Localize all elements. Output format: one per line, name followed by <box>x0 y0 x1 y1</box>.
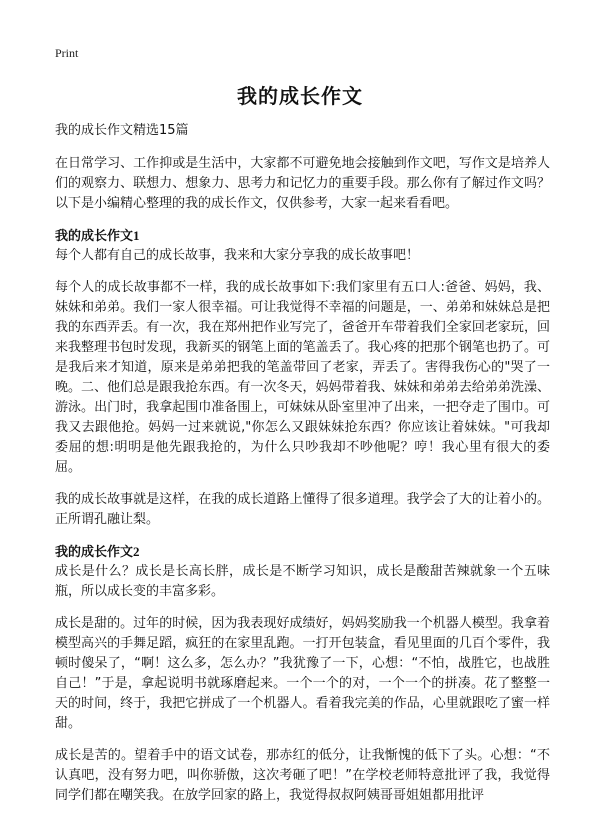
article-body <box>55 121 550 818</box>
section-1 <box>55 226 550 530</box>
paragraph: 成长是苦的。望着手中的语文试卷，那赤红的低分，让我惭愧的低下了头。心想：“不认真吧，没有努力吧，叫你骄傲，这次考砸了吧！”在学校老师特意批评了我，我觉得同学们都在嘲笑我。在放学回家的路上，我觉得叔叔阿姨哥哥姐姐都用批评 <box>55 748 550 803</box>
paragraph: 成长是甜的。过年的时候，因为我表现好成绩好，妈妈奖励我一个机器人模型。我拿着模型高兴的手舞足蹈，疯狂的在家里乱跑。一打开包装盒，看见里面的几百个零件，我顿时傻呆了，“啊！这么多，怎么办？”我犹豫了一下，心想：“不怕，战胜它，也战胜自己！”于是，拿起说明书就琢磨起来。一个一个的对，一个一个的拼凑。花了整整一天的时间，终于，我把它拼成了一个机器人。看着我完美的作品，心里就跟吃了蜜一样甜。 <box>55 616 550 731</box>
paragraph: 每个人的成长故事都不一样，我的成长故事如下:我们家里有五口人:爸爸、妈妈，我、妹妹和弟弟。我们一家人很幸福。可让我觉得不幸福的问题是，一、弟弟和妹妹总是把我的东西弄丢。有一次，我在郑州把作业写完了，爸爸开车带着我们全家回老家玩，回来我整理书包时发现，我新买的钢笔上面的笔盖丢了。我心疼的把那个钢笔也扔了。可是我后来才知道，原来是弟弟把我的笔盖带回了老家，弄丢了。害得我伤心的"哭了一晚。二、他们总是跟我抢东西。有一次冬天，妈妈带着我、妹妹和弟弟去给弟弟洗澡、游泳。出门时，我拿起围巾准备围上，可妹妹从卧室里冲了出来，一把夺走了围巾。可我又去跟他抢。妈妈一过来就说,"你怎么又跟妹妹抢东西？你应该让着妹妹。"可我却委屈的想:明明是他先跟我抢的，为什么只吵我却不吵他呢？哼！我心里有很大的委屈。 <box>55 280 550 475</box>
print-link[interactable]: Print <box>55 46 79 60</box>
section-2 <box>55 542 550 806</box>
intro-paragraph: 在日常学习、工作抑或是生活中，大家都不可避免地会接触到作文吧，写作文是培养人们的观察力、联想力、想象力、思考力和记忆力的重要手段。那么你有了解过作文吗？以下是小编精心整理的我的成长作文，仅供参考，大家一起来看看吧。 <box>55 156 550 211</box>
section-heading: 我的成长作文1 <box>55 228 140 243</box>
paragraph: 每个人都有自己的成长故事，我来和大家分享我的成长故事吧！ <box>55 248 420 263</box>
section-heading: 我的成长作文2 <box>55 544 140 559</box>
paragraph: 我的成长故事就是这样，在我的成长道路上懂得了很多道理。我学会了大的让着小的。正所谓孔融让梨。 <box>55 492 550 527</box>
paragraph: 成长是什么？成长是长高长胖，成长是不断学习知识，成长是酸甜苦辣就象一个五味瓶，所以成长变的丰富多彩。 <box>55 564 550 599</box>
page-title: 我的成长作文 <box>237 84 363 108</box>
article-subtitle: 我的成长作文精选15篇 <box>55 123 189 138</box>
